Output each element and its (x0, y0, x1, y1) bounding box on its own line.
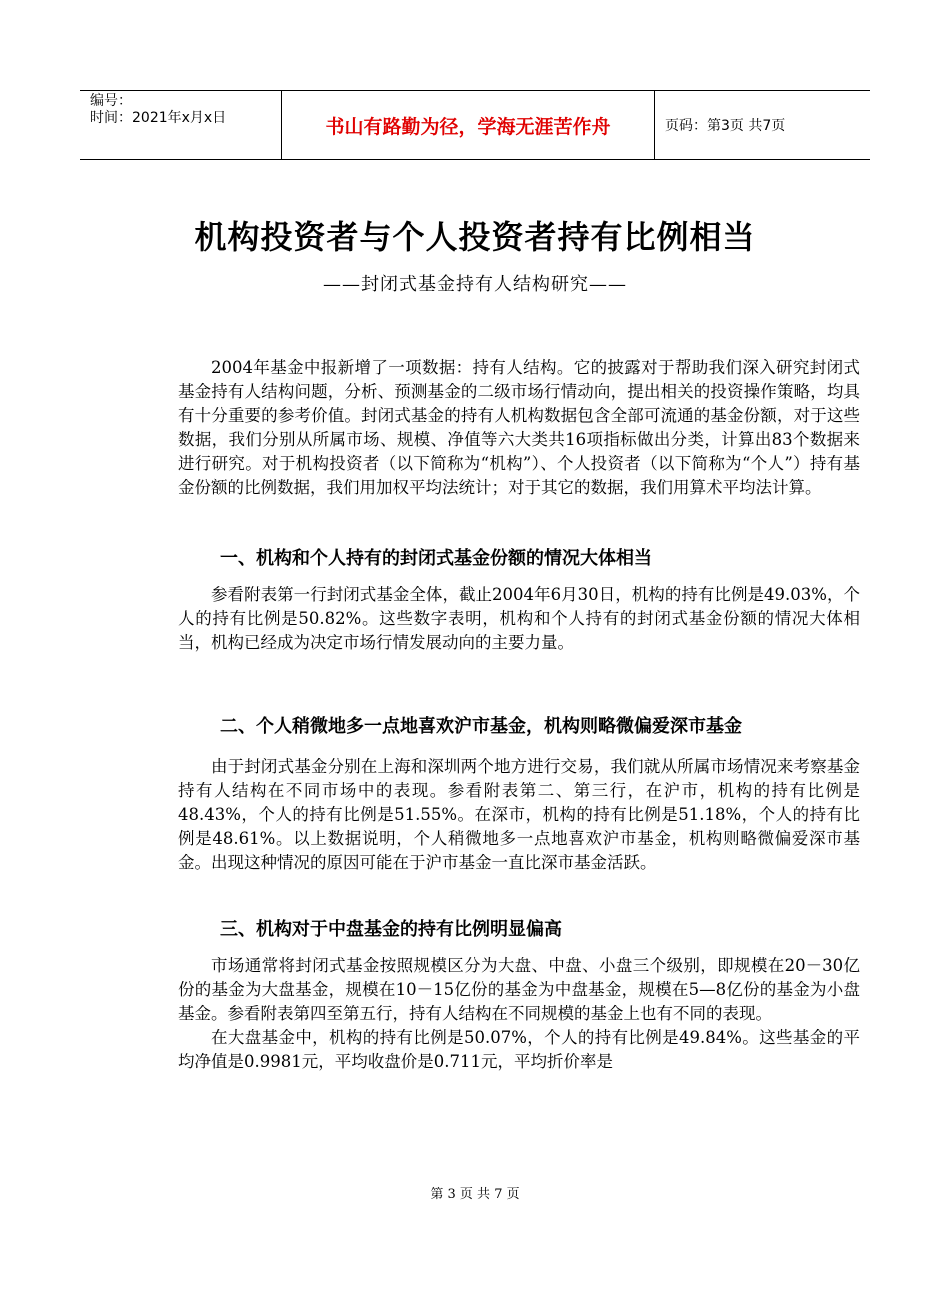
section-3-paragraph-1: 市场通常将封闭式基金按照规模区分为大盘、中盘、小盘三个级别，即规模在20－30亿份的基金为大盘基金，规模在10－15亿份的基金为中盘基金，规模在5—8亿份的基金为小盘基金。参看附表第四至第五行，持有人结构在不同规模的基金上也有不同的表现。 (178, 956, 860, 1023)
document-title: 机构投资者与个人投资者持有比例相当 (194, 218, 756, 256)
section-3-paragraph-2: 在大盘基金中，机构的持有比例是50.07%，个人的持有比例是49.84%。这些基金的平均净值是0.9981元，平均收盘价是0.711元，平均折价率是 (178, 1028, 860, 1071)
document-body (178, 356, 860, 1074)
document-header (80, 90, 870, 160)
intro-paragraph: 2004年基金中报新增了一项数据：持有人结构。它的披露对于帮助我们深入研究封闭式基金持有人结构问题，分析、预测基金的二级市场行情动向，提出相关的投资操作策略，均具有十分重要的参考价值。封闭式基金的持有人机构数据包含全部可流通的基金份额，对于这些数据，我们分别从所属市场、规模、净值等六大类共16项指标做出分类，计算出83个数据来进行研究。对于机构投资者（以下简称为“机构”）、个人投资者（以下简称为“个人”）持有基金份额的比例数据，我们用加权平均法统计；对于其它的数据，我们用算术平均法计算。 (178, 358, 860, 497)
section-2-heading: 二、个人稍微地多一点地喜欢沪市基金，机构则略微偏爱深市基金 (220, 716, 742, 737)
header-time-label: 时间：2021年x月x日 (90, 110, 227, 126)
section-3-heading: 三、机构对于中盘基金的持有比例明显偏高 (220, 919, 562, 940)
section-1-heading: 一、机构和个人持有的封闭式基金份额的情况大体相当 (220, 548, 652, 569)
header-meta (80, 91, 282, 159)
document-subtitle: ——封闭式基金持有人结构研究—— (323, 274, 627, 295)
header-page-code: 页码：第3页 共7页 (665, 118, 786, 134)
section-2-paragraph-1: 由于封闭式基金分别在上海和深圳两个地方进行交易，我们就从所属市场情况来考察基金持有人结构在不同市场中的表现。参看附表第二、第三行，在沪市，机构的持有比例是48.43%，个人的持有比例是51.55%。在深市，机构的持有比例是51.18%，个人的持有比例是48.61%。以上数据说明，个人稍微地多一点地喜欢沪市基金，机构则略微偏爱深市基金。出现这种情况的原因可能在于沪市基金一直比深市基金活跃。 (178, 757, 860, 872)
page-footer: 第 3 页 共 7 页 (430, 1187, 520, 1202)
header-motto: 书山有路勤为径，学海无涯苦作舟 (282, 91, 655, 159)
section-1-paragraph-1: 参看附表第一行封闭式基金全体，截止2004年6月30日，机构的持有比例是49.03%，个人的持有比例是50.82%。这些数字表明，机构和个人持有的封闭式基金份额的情况大体相当，机构已经成为决定市场行情发展动向的主要力量。 (178, 585, 860, 652)
header-number-label: 编号： (90, 93, 132, 109)
